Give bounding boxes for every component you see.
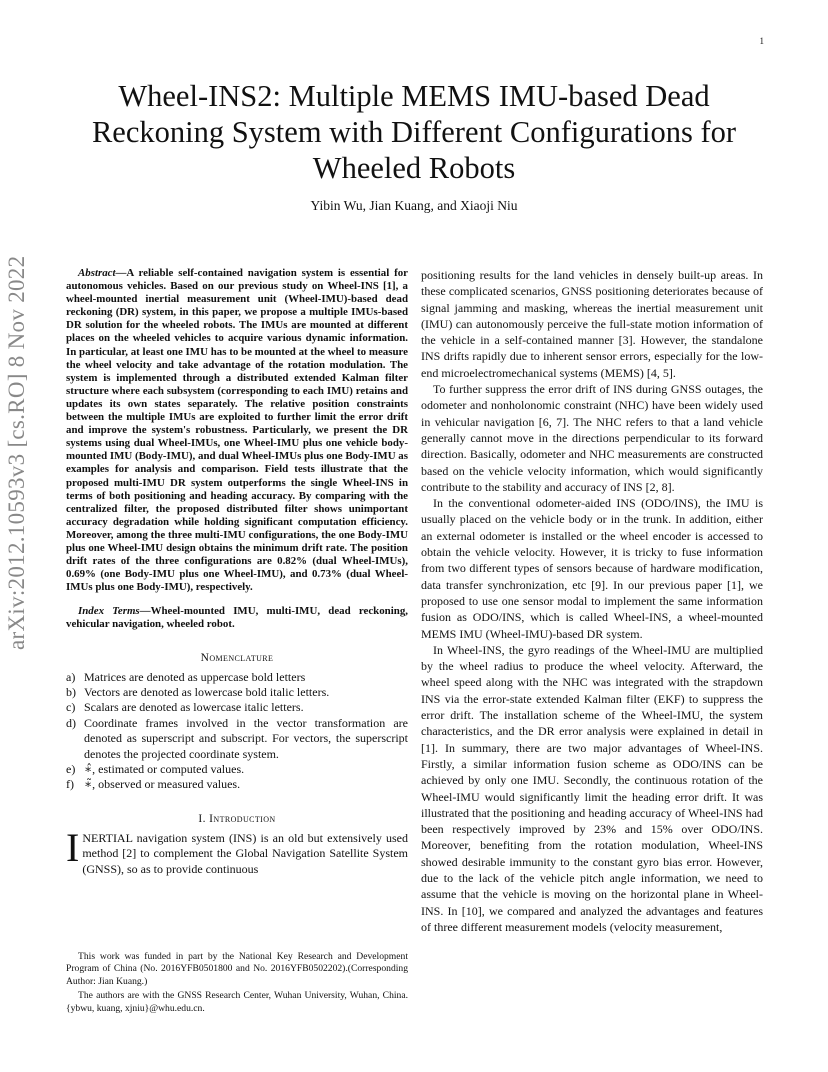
nomenclature-item — [66, 685, 408, 700]
right-column — [421, 267, 763, 935]
footnote-block — [66, 951, 408, 1017]
funding-footnote: This work was funded in part by the National Key Research and Development Program of China (No. 2016YFB0501800 and No. 2016YFB0502202).(Corresponding Author: Jian Kuang.) — [66, 951, 408, 987]
nomenclature-marker: a) — [66, 669, 76, 684]
arxiv-identifier: arXiv:2012.10593v3 [cs.RO] 8 Nov 2022 — [4, 255, 29, 650]
affiliation-footnote: The authors are with the GNSS Research Center, Wuhan University, Wuhan, China. {ybwu, kuang, xjniu}@whu.edu.cn. — [66, 990, 408, 1014]
nomenclature-marker: e) — [66, 761, 76, 776]
index-terms-text: —Wheel-mounted IMU, multi-IMU, dead reckoning, vehicular navigation, wheeled robot. — [66, 605, 408, 631]
left-column — [66, 267, 408, 878]
abstract-label: Abstract — [78, 267, 116, 279]
index-terms-label: Index Terms — [78, 605, 140, 618]
nomenclature-text: Scalars are denoted as lowercase italic letters. — [84, 700, 304, 715]
introduction-heading: I. Introduction — [198, 812, 276, 825]
author-list: Yibin Wu, Jian Kuang, and Xiaoji Niu — [310, 198, 518, 213]
nomenclature-marker: b) — [66, 684, 76, 699]
nomenclature-list — [66, 670, 408, 793]
index-terms — [66, 605, 408, 631]
body-paragraph: To further suppress the error drift of INS during GNSS outages, the odometer and nonholonomic constraint (NHC) have been widely used in vehicular navigation [6, 7]. The NHC refers to that a land vehicle generally cannot move in the directions perpendicular to its forward direction. Basically, odometer and NHC measurements are constructed based on the vehicle velocity information, which would significantly contribute to the stability and accuracy of INS [2, 8]. — [421, 382, 763, 494]
nomenclature-item — [66, 777, 408, 792]
drop-cap: I — [66, 824, 80, 870]
paper-title: Wheel-INS2: Multiple MEMS IMU-based Dead Reckoning System with Different Configurations for Wheeled Robots — [91, 79, 737, 185]
nomenclature-text: Coordinate frames involved in the vector transformation are denoted as superscript and subscript. For vectors, the superscript denotes the projected coordinate system. — [84, 715, 408, 761]
nomenclature-marker: f) — [66, 777, 74, 792]
nomenclature-text: Vectors are denoted as lowercase bold italic letters. — [84, 684, 330, 699]
introduction-paragraph — [66, 824, 408, 878]
body-paragraph: positioning results for the land vehicles in densely built-up areas. In these complicated scenarios, GNSS positioning deteriorates because of signal jamming and masking, whereas the inertial measurement unit (IMU) can autonomously perceive the full-state motion information of the vehicle in a self-contained manner [3]. However, the standalone INS drifts rapidly due to inherent sensor errors, especially for the low-end microelectromechanical systems (MEMS) [4, 5]. — [421, 268, 763, 380]
nomenclature-item — [66, 700, 408, 715]
nomenclature-text: Matrices are denoted as uppercase bold letters — [84, 669, 306, 684]
nomenclature-item — [66, 762, 408, 777]
body-paragraph: In Wheel-INS, the gyro readings of the Wheel-IMU are multiplied by the wheel radius to produce the wheel velocity. Afterward, the wheel speed along with the NHC was integrated with the strapdown INS via the error-state extended Kalman filter (EKF) to suppress the error drift. The installation scheme of the Wheel-IMU, the system characteristics, and the DR error analysis were explained in detail in [1]. In summary, there are two major advantages of Wheel-INS. Firstly, a similar information fusion scheme as ODO/INS can be achieved by only one IMU. Secondly, the continuous rotation of the Wheel-IMU would significantly limit the heading error drift. It was illustrated that the positioning and heading accuracy of Wheel-INS had been respectively improved by 23% and 15% over ODO/INS. Moreover, benefiting from the rotation modulation, Wheel-INS showed desirable immunity to the constant gyro bias error. However, due to the lack of the vehicle pitch angle information, we need to assume that the vehicle is moving on the horizontal plane in Wheel-INS. In [10], we compared and analyzed the advantages and features of three different measurement models (velocity measurement, — [421, 642, 763, 934]
nomenclature-marker: d) — [66, 715, 76, 730]
nomenclature-heading: Nomenclature — [200, 651, 274, 664]
abstract — [66, 267, 408, 594]
nomenclature-text: ∗̃, observed or measured values. — [84, 777, 241, 792]
nomenclature-marker: c) — [66, 700, 76, 715]
page-number: 1 — [759, 36, 764, 46]
abstract-text: —A reliable self-contained navigation system is essential for autonomous vehicles. Based on our previous study on Wheel-INS [1], a wheel-mounted inertial measurement unit (Wheel-IMU)-based dead reckoning (DR) system, in this paper, we propose a multiple IMUs-based DR solution for the wheeled robots. The IMUs are mounted at different places on the wheeled vehicles to acquire various dynamic information. In particular, at least one IMU has to be mounted at the wheel to measure the wheel velocity and take advantage of the rotation modulation. The system is implemented through a distributed extended Kalman filter structure where each subsystem (corresponding to each IMU) retains and updates its own states separately. The relative position constraints between the multiple IMUs are exploited to further limit the error drift and improve the system's robustness. Particularly, we present the DR systems using dual Wheel-IMUs, one Wheel-IMU plus one vehicle body-mounted IMU (Body-IMU), and dual Wheel-IMUs plus one Body-IMU as examples for analysis and comparison. Field tests illustrate that the proposed multi-IMU DR system outperforms the single Wheel-INS in terms of both positioning and heading accuracy. By comparing with the centralized filter, the proposed distributed filter shows unimportant accuracy degradation while holding significant computation efficiency. Moreover, among the three multi-IMU configurations, the one Body-IMU plus one Wheel-IMU design obtains the minimum drift rate. The position drift rates of the three configurations are 0.82% (dual Wheel-IMUs), 0.69% (one Body-IMU plus one Wheel-IMU), and 0.73% (dual Wheel-IMUs plus one Body-IMU), respectively. — [66, 267, 408, 594]
nomenclature-item — [66, 670, 408, 685]
body-paragraph: In the conventional odometer-aided INS (ODO/INS), the IMU is usually placed on the vehicle body or in the trunk. In addition, either an external odometer is installed or the wheel encoder is accessed to obtain the vehicle velocity. However, it is tricky to fuse information from two different types of sensors because of hardware modification, data transfer synchronization, etc [9]. In our previous paper [1], we proposed to use one sensor modal to implement the same information fusion as ODO/INS, which is called Wheel-INS, a wheel-mounted MEMS IMU (Wheel-IMU)-based DR system. — [421, 496, 763, 641]
nomenclature-item — [66, 716, 408, 762]
nomenclature-text: ∗̂, estimated or computed values. — [84, 761, 245, 776]
introduction-text: NERTIAL navigation system (INS) is an old but extensively used method [2] to complement the Global Navigation Satellite System (GNSS), so as to provide continuous — [82, 830, 408, 877]
